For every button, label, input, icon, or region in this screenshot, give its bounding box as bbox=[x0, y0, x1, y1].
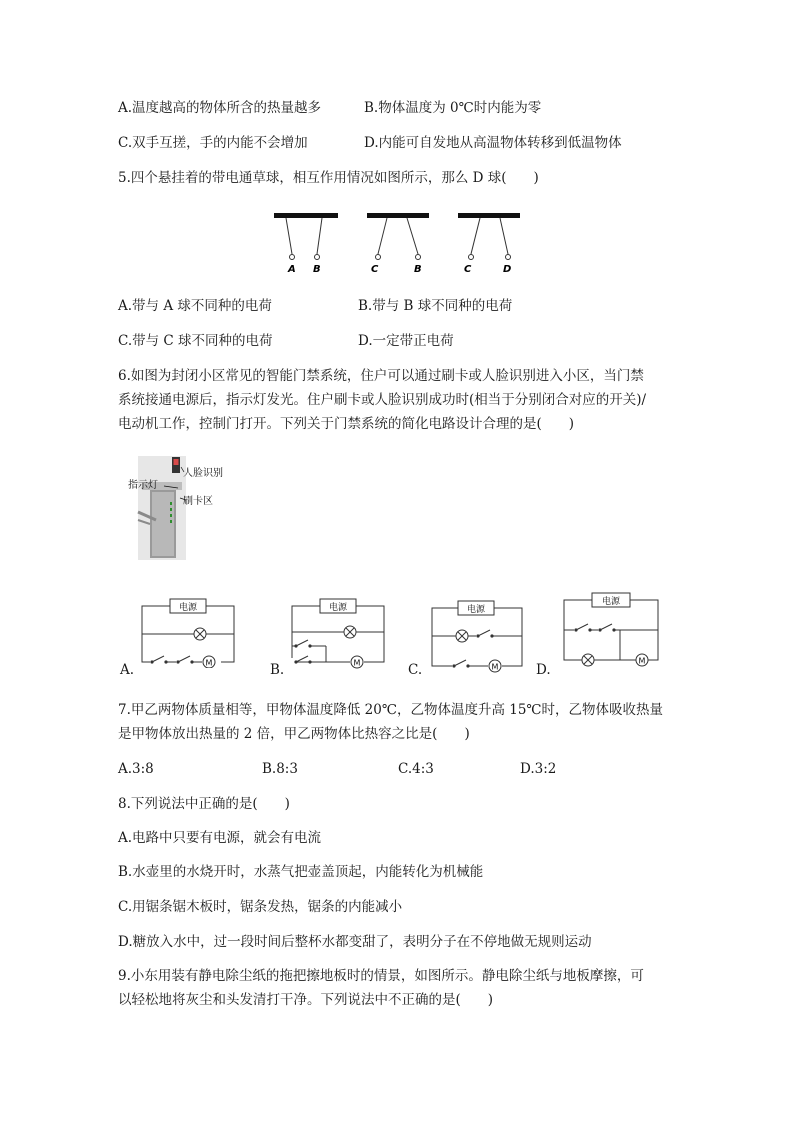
q5-figure-charged-balls bbox=[270, 208, 530, 278]
q8-stem: 8.下列说法中正确的是( ) bbox=[118, 796, 290, 812]
q4-option-d: D.内能可自发地从高温物体转移到低温物体 bbox=[364, 135, 622, 151]
q6-label-card: 刷卡区 bbox=[183, 496, 213, 507]
q6-d-motor: M bbox=[638, 656, 646, 666]
q4-option-c: C.双手互搓，手的内能不会增加 bbox=[118, 135, 308, 151]
q8-option-c: C.用锯条锯木板时，锯条发热，锯条的内能减小 bbox=[118, 899, 403, 915]
q8-option-b: B.水壶里的水烧开时，水蒸气把壶盖顶起，内能转化为机械能 bbox=[118, 864, 484, 880]
q7-option-d: D.3:2 bbox=[520, 761, 557, 777]
q6-a-source-label: 电源 bbox=[178, 603, 198, 613]
q7-stem-line-2: 是甲物体放出热量的 2 倍，甲乙两物体比热容之比是( ) bbox=[118, 726, 470, 742]
q5-option-d: D.一定带正电荷 bbox=[358, 333, 454, 349]
q6-stem-line-1: 6.如图为封闭小区常见的智能门禁系统，住户可以通过刷卡或人脸识别进入小区，当门禁 bbox=[118, 368, 644, 384]
q6-gate-photo bbox=[120, 452, 240, 564]
q6-b-source-label: 电源 bbox=[328, 603, 348, 613]
q4-option-a: A.温度越高的物体所含的热量越多 bbox=[118, 100, 322, 116]
q7-stem-line-1: 7.甲乙两物体质量相等，甲物体温度降低 20℃，乙物体温度升高 15℃时，乙物体吸收热量 bbox=[118, 702, 664, 718]
q6-c-source-label: 电源 bbox=[466, 605, 486, 615]
q7-option-a: A.3:8 bbox=[118, 761, 154, 777]
q6-circuit-letter-d: D. bbox=[536, 662, 551, 678]
q6-circuit-c bbox=[428, 598, 528, 674]
q5-label-b1: B bbox=[313, 264, 321, 275]
q5-stem: 5.四个悬挂着的带电通草球，相互作用情况如图所示，那么 D 球( ) bbox=[118, 170, 539, 186]
q6-circuit-d bbox=[560, 590, 664, 672]
q6-a-motor: M bbox=[205, 658, 213, 668]
q5-option-a: A.带与 A 球不同种的电荷 bbox=[118, 298, 272, 314]
q6-circuit-b bbox=[288, 596, 388, 672]
q6-stem-line-3: 电动机工作，控制门打开。下列关于门禁系统的简化电路设计合理的是( ) bbox=[118, 416, 575, 432]
q6-circuit-letter-a: A. bbox=[120, 662, 135, 678]
q5-label-c1: C bbox=[371, 264, 379, 275]
q7-option-b: B.8:3 bbox=[262, 761, 298, 777]
q5-label-b2: B bbox=[414, 264, 422, 275]
q4-option-b: B.物体温度为 0℃时内能为零 bbox=[364, 100, 542, 116]
q8-option-d: D.糖放入水中，过一段时间后整杯水都变甜了，表明分子在不停地做无规则运动 bbox=[118, 934, 592, 950]
q5-label-c2: C bbox=[464, 264, 472, 275]
q6-label-face: 人脸识别 bbox=[183, 468, 223, 479]
q8-option-a: A.电路中只要有电源，就会有电流 bbox=[118, 830, 322, 846]
q6-circuit-letter-b: B. bbox=[270, 662, 285, 678]
q6-d-source-label: 电源 bbox=[601, 597, 621, 607]
q9-stem-line-1: 9.小东用装有静电除尘纸的拖把擦地板时的情景，如图所示。静电除尘纸与地板摩擦，可 bbox=[118, 968, 644, 984]
q5-label-d: D bbox=[503, 264, 512, 275]
q6-label-indicator: 指示灯 bbox=[128, 480, 158, 491]
q5-option-b: B.带与 B 球不同种的电荷 bbox=[358, 298, 513, 314]
q5-option-c: C.带与 C 球不同种的电荷 bbox=[118, 333, 273, 349]
q6-b-motor: M bbox=[353, 658, 361, 668]
q6-circuit-letter-c: C. bbox=[408, 662, 423, 678]
q7-option-c: C.4:3 bbox=[398, 761, 434, 777]
q6-stem-line-2: 系统接通电源后，指示灯发光。住户刷卡或人脸识别成功时(相当于分别闭合对应的开关)/ bbox=[118, 392, 647, 408]
q6-circuit-a bbox=[138, 596, 238, 668]
q5-label-a: A bbox=[288, 264, 296, 275]
q6-c-motor: M bbox=[491, 662, 499, 672]
q9-stem-line-2: 以轻松地将灰尘和头发清打干净。下列说法中不正确的是( ) bbox=[118, 992, 494, 1008]
